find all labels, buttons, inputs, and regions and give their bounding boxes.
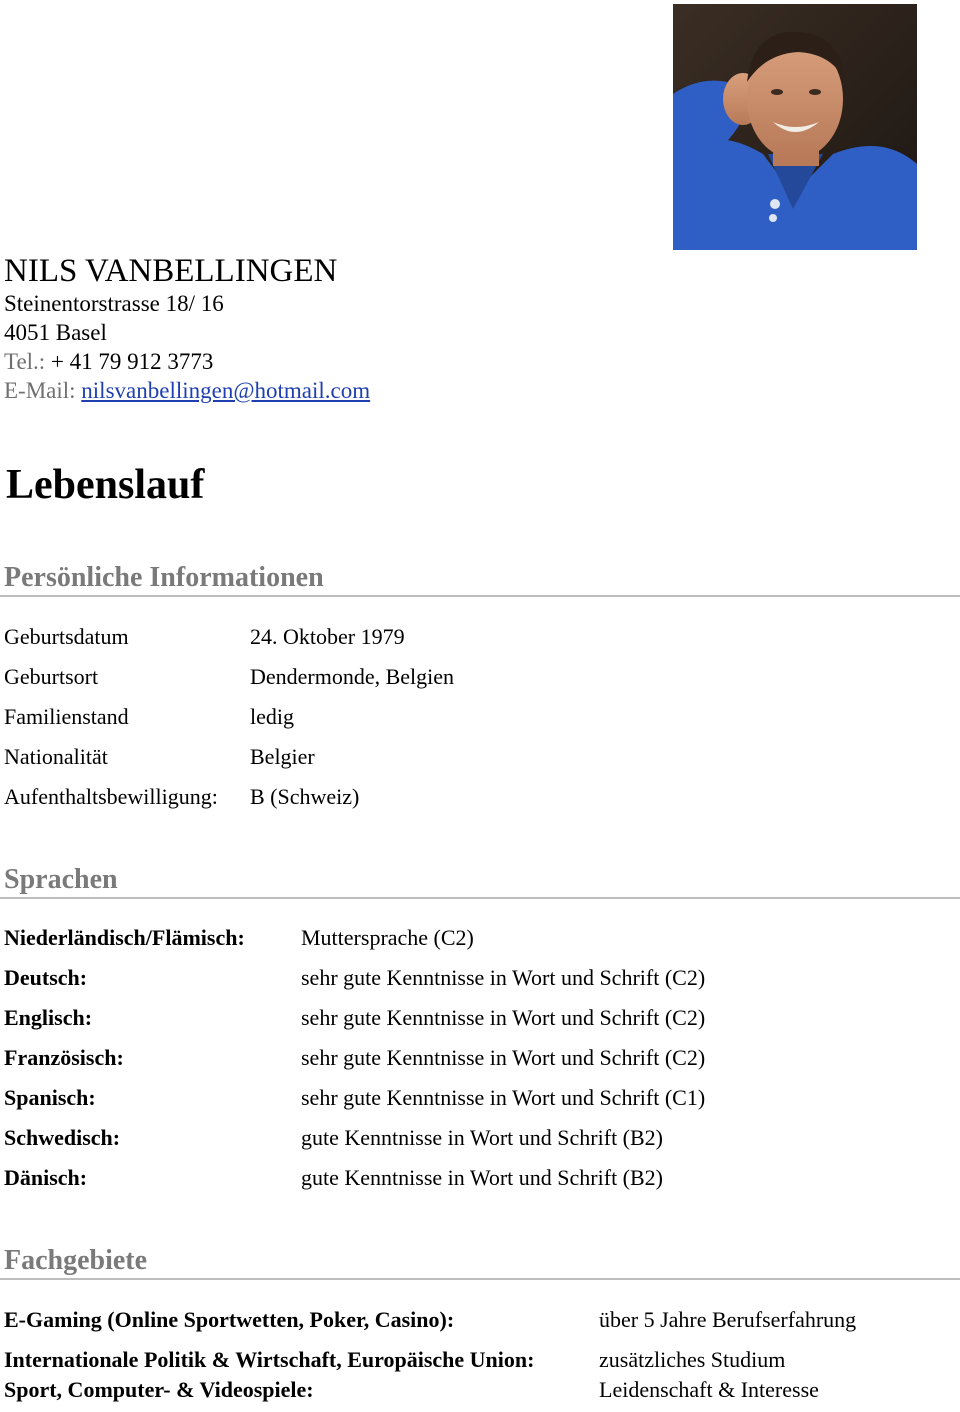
language-label: Englisch:	[4, 1005, 93, 1030]
info-label: Aufenthaltsbewilligung:	[4, 784, 218, 809]
document-title: Lebenslauf	[6, 462, 205, 508]
expertise-row	[0, 1370, 960, 1410]
language-level: sehr gute Kenntnisse in Wort und Schrift (C2)	[301, 965, 706, 990]
email-link[interactable]: nilsvanbellingen@hotmail.com	[81, 378, 371, 403]
section-heading-personal: Persönliche Informationen	[4, 562, 324, 593]
expertise-label: Internationale Politik & Wirtschaft, Europäische Union:	[4, 1347, 535, 1372]
language-row	[0, 1158, 960, 1198]
expertise-value: über 5 Jahre Berufserfahrung	[599, 1307, 857, 1332]
info-value: 24. Oktober 1979	[250, 624, 405, 649]
language-label: Französisch:	[4, 1045, 124, 1070]
language-label: Dänisch:	[4, 1165, 88, 1190]
language-level: gute Kenntnisse in Wort und Schrift (B2)	[301, 1165, 664, 1190]
section-divider	[0, 897, 960, 899]
phone-value: + 41 79 912 3773	[45, 349, 214, 374]
info-value: B (Schweiz)	[250, 784, 360, 809]
expertise-value: zusätzliches Studium	[599, 1347, 786, 1372]
info-label: Geburtsort	[4, 664, 99, 689]
info-row	[0, 737, 960, 777]
portrait-image	[673, 4, 917, 250]
language-label: Deutsch:	[4, 965, 88, 990]
expertise-row	[0, 1300, 960, 1340]
info-value: Belgier	[250, 744, 315, 769]
language-row	[0, 998, 960, 1038]
language-row	[0, 1038, 960, 1078]
language-level: sehr gute Kenntnisse in Wort und Schrift (C2)	[301, 1045, 706, 1070]
language-row	[0, 918, 960, 958]
section-heading-languages: Sprachen	[4, 864, 118, 895]
section-heading-expertise: Fachgebiete	[4, 1245, 148, 1276]
address-street: Steinentorstrasse 18/ 16	[4, 291, 224, 316]
info-row	[0, 657, 960, 697]
language-row	[0, 958, 960, 998]
language-level: sehr gute Kenntnisse in Wort und Schrift (C2)	[301, 1005, 706, 1030]
language-level: sehr gute Kenntnisse in Wort und Schrift (C1)	[301, 1085, 706, 1110]
email-label: E-Mail:	[4, 378, 76, 403]
info-label: Nationalität	[4, 744, 108, 769]
language-label: Niederländisch/Flämisch:	[4, 925, 245, 950]
info-row	[0, 617, 960, 657]
section-divider	[0, 595, 960, 597]
language-level: gute Kenntnisse in Wort und Schrift (B2)	[301, 1125, 664, 1150]
language-row	[0, 1078, 960, 1118]
info-row	[0, 697, 960, 737]
phone-label: Tel.:	[4, 349, 46, 374]
info-row	[0, 777, 960, 817]
person-name: NILS VANBELLINGEN	[4, 253, 338, 289]
language-row	[0, 1118, 960, 1158]
language-level: Muttersprache (C2)	[301, 925, 474, 950]
info-label: Geburtsdatum	[4, 624, 129, 649]
language-label: Schwedisch:	[4, 1125, 121, 1150]
expertise-label: Sport, Computer- & Videospiele:	[4, 1377, 314, 1402]
address-city: 4051 Basel	[4, 320, 107, 345]
info-value: ledig	[250, 704, 294, 729]
info-label: Familienstand	[4, 704, 129, 729]
email-line	[4, 376, 370, 405]
expertise-value: Leidenschaft & Interesse	[599, 1377, 819, 1402]
phone-line	[4, 347, 213, 376]
expertise-label: E-Gaming (Online Sportwetten, Poker, Casino):	[4, 1307, 455, 1332]
info-value: Dendermonde, Belgien	[250, 664, 455, 689]
language-label: Spanisch:	[4, 1085, 96, 1110]
profile-photo	[673, 4, 917, 250]
section-divider	[0, 1278, 960, 1280]
